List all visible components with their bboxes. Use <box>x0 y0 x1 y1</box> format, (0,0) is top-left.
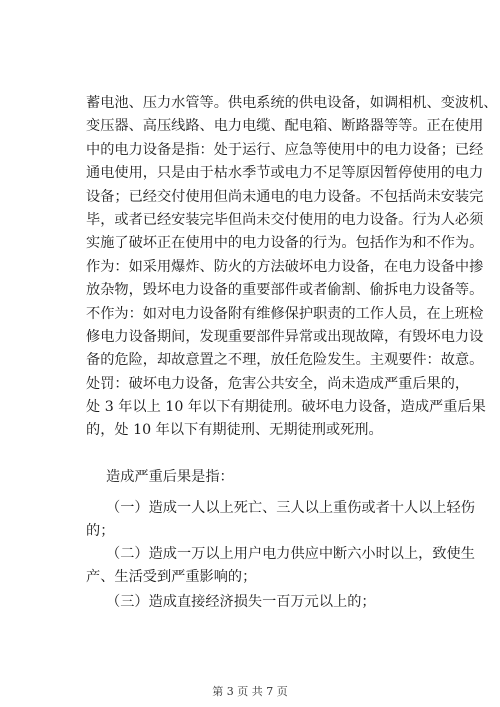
text-line: 通电使用，只是由于枯水季节或电力不足等原因暂停使用的电力 <box>86 165 484 182</box>
text-line: 作为：如采用爆炸、防火的方法破坏电力设备，在电力设备中掺 <box>86 258 484 275</box>
list-item <box>86 543 475 590</box>
text-line: 变压器、高压线路、电力电缆、配电箱、断路器等等。正在使用 <box>86 118 484 135</box>
text-line: 设备；已经交付使用但尚未通电的电力设备。不包括尚未安装完 <box>86 188 484 205</box>
list-item-line: （二）造成一万以上用户电力供应中断六小时以上，致使生 <box>106 546 475 562</box>
list-item-line: （三）造成直接经济损失一百万元以上的； <box>106 594 376 610</box>
text-line: 的，处 10 年以下有期徒刑、无期徒刑或死刑。 <box>86 422 383 439</box>
text-line: 修电力设备期间，发现重要部件异常或出现故障，有毁坏电力设 <box>86 328 484 345</box>
list-item <box>86 591 418 614</box>
text-line: 处 3 年以上 10 年以下有期徒刑。破坏电力设备，造成严重后果 <box>86 399 486 416</box>
text-line: 实施了破坏正在使用中的电力设备的行为。包括作为和不作为。 <box>86 235 484 252</box>
text-line: 放杂物，毁坏电力设备的重要部件或者偷割、偷拆电力设备等。 <box>86 282 484 299</box>
page-footer <box>0 683 500 699</box>
section-heading <box>86 466 418 489</box>
text-line: 中的电力设备是指：处于运行、应急等使用中的电力设备；已经 <box>86 141 484 158</box>
text-line: 蓄电池、压力水管等。供电系统的供电设备，如调相机、变波机、 <box>86 95 498 111</box>
list-item <box>86 497 475 544</box>
page-number: 第 3 页 共 7 页 <box>212 685 288 698</box>
list-item-line: 产、生活受到严重影响的； <box>86 569 257 586</box>
text-line: 不作为：如对电力设备附有维修保护职责的工作人员，在上班检 <box>86 305 484 322</box>
list-item-line: （一）造成一人以上死亡、三人以上重伤或者十人以上轻伤 <box>106 500 475 516</box>
list-item-line: 的； <box>86 523 115 540</box>
text-line: 毕，或者已经安装完毕但尚未交付使用的电力设备。行为人必须 <box>86 211 484 228</box>
text-line: 备的危险，却故意置之不理，放任危险发生。主观要件：故意。 <box>86 352 484 369</box>
heading-line: 造成严重后果是指： <box>106 469 234 485</box>
body-paragraph <box>86 92 498 443</box>
text-line: 处罚：破坏电力设备，危害公共安全，尚未造成严重后果的， <box>86 375 470 392</box>
